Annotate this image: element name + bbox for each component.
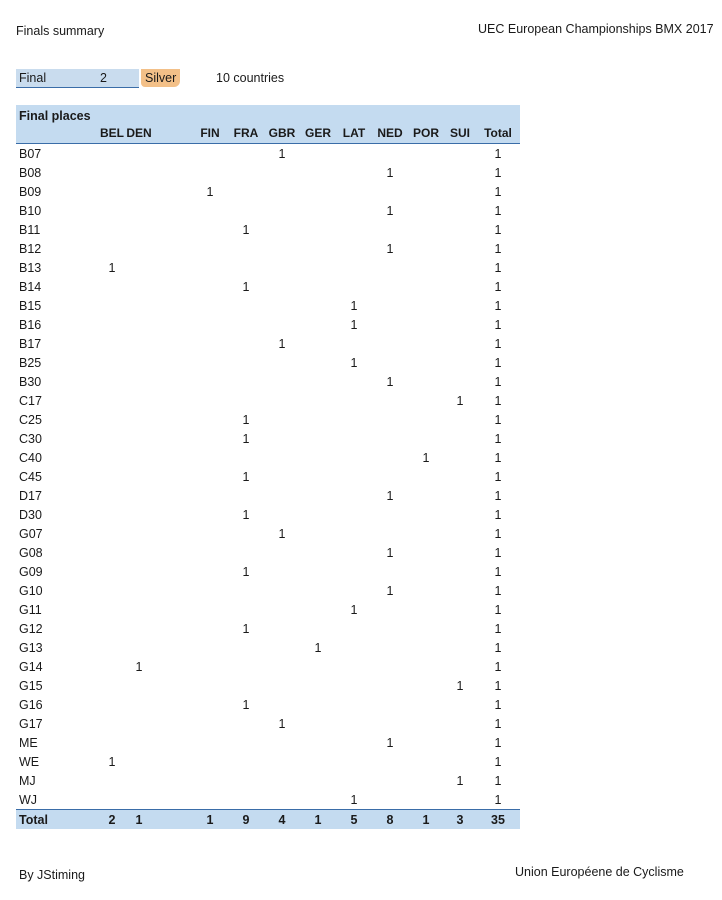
table-row bbox=[16, 163, 520, 182]
row-code: B25 bbox=[19, 356, 42, 370]
row-code: G09 bbox=[19, 565, 43, 579]
table-row bbox=[16, 410, 520, 429]
row-code: C17 bbox=[19, 394, 42, 408]
table-row bbox=[16, 581, 520, 600]
table-cell: 1 bbox=[386, 584, 394, 598]
column-headers bbox=[16, 126, 520, 142]
table-header bbox=[16, 105, 520, 144]
table-cell: 1 bbox=[494, 432, 502, 446]
footer-organisation: Union Européene de Cyclisme bbox=[515, 865, 684, 879]
table-cell: 1 bbox=[494, 774, 502, 788]
row-code: MJ bbox=[19, 774, 36, 788]
table-cell: 1 bbox=[494, 451, 502, 465]
table-row bbox=[16, 505, 520, 524]
table-cell: 1 bbox=[494, 242, 502, 256]
table-row bbox=[16, 790, 520, 809]
table-row bbox=[16, 429, 520, 448]
row-code: G16 bbox=[19, 698, 43, 712]
table-cell: 1 bbox=[494, 679, 502, 693]
row-code: B16 bbox=[19, 318, 42, 332]
row-code: B12 bbox=[19, 242, 42, 256]
row-code: WE bbox=[19, 755, 40, 769]
row-code: G17 bbox=[19, 717, 43, 731]
table-cell: 1 bbox=[494, 584, 502, 598]
column-header-lat: LAT bbox=[342, 126, 366, 140]
table-row bbox=[16, 277, 520, 296]
table-cell: 1 bbox=[494, 166, 502, 180]
row-code: B08 bbox=[19, 166, 42, 180]
table-cell: 1 bbox=[494, 527, 502, 541]
event-title: UEC European Championships BMX 2017 bbox=[478, 22, 714, 36]
column-header-fra: FRA bbox=[233, 126, 259, 140]
report-title: Finals summary bbox=[16, 24, 105, 38]
table-cell: 1 bbox=[494, 603, 502, 617]
table-cell: 1 bbox=[456, 679, 464, 693]
countries-count: 10 countries bbox=[216, 71, 285, 85]
column-header-total: Total bbox=[484, 126, 512, 140]
row-code: B14 bbox=[19, 280, 42, 294]
table-row bbox=[16, 239, 520, 258]
row-code: C40 bbox=[19, 451, 42, 465]
total-cell: 1 bbox=[206, 813, 214, 827]
table-cell: 1 bbox=[242, 565, 250, 579]
table-row bbox=[16, 619, 520, 638]
total-label: Total bbox=[19, 813, 48, 827]
table-row bbox=[16, 391, 520, 410]
table-row bbox=[16, 467, 520, 486]
table-cell: 1 bbox=[242, 622, 250, 636]
row-code: WJ bbox=[19, 793, 38, 807]
table-cell: 1 bbox=[350, 603, 358, 617]
total-cell: 1 bbox=[135, 813, 143, 827]
total-cell: 5 bbox=[350, 813, 358, 827]
table-row bbox=[16, 220, 520, 239]
table-cell: 1 bbox=[242, 223, 250, 237]
table-cell: 1 bbox=[386, 489, 394, 503]
total-row bbox=[16, 809, 520, 829]
table-row bbox=[16, 182, 520, 201]
table-row bbox=[16, 600, 520, 619]
table-cell: 1 bbox=[278, 527, 286, 541]
medal-filter[interactable]: Silver bbox=[141, 69, 180, 87]
row-code: G15 bbox=[19, 679, 43, 693]
row-code: D30 bbox=[19, 508, 42, 522]
table-cell: 1 bbox=[108, 261, 116, 275]
table-row bbox=[16, 372, 520, 391]
table-row bbox=[16, 144, 520, 163]
column-header-por: POR bbox=[412, 126, 439, 140]
table-cell: 1 bbox=[278, 717, 286, 731]
table-cell: 1 bbox=[350, 356, 358, 370]
row-code: B13 bbox=[19, 261, 42, 275]
total-cell: 1 bbox=[314, 813, 322, 827]
table-cell: 1 bbox=[494, 793, 502, 807]
table-cell: 1 bbox=[242, 432, 250, 446]
table-row bbox=[16, 296, 520, 315]
table-cell: 1 bbox=[494, 660, 502, 674]
row-code: G11 bbox=[19, 603, 42, 617]
table-cell: 1 bbox=[494, 223, 502, 237]
table-row bbox=[16, 638, 520, 657]
table-row bbox=[16, 714, 520, 733]
table-row bbox=[16, 752, 520, 771]
column-header-bel: BEL bbox=[100, 126, 124, 140]
table-cell: 1 bbox=[494, 185, 502, 199]
table-cell: 1 bbox=[494, 565, 502, 579]
row-code: G14 bbox=[19, 660, 43, 674]
total-cell: 9 bbox=[242, 813, 250, 827]
table-row bbox=[16, 334, 520, 353]
table-row bbox=[16, 315, 520, 334]
table-row bbox=[16, 258, 520, 277]
row-code: B17 bbox=[19, 337, 42, 351]
table-row bbox=[16, 695, 520, 714]
table-cell: 1 bbox=[278, 337, 286, 351]
table-cell: 1 bbox=[494, 394, 502, 408]
table-row bbox=[16, 771, 520, 790]
table-row bbox=[16, 733, 520, 752]
row-code: B30 bbox=[19, 375, 42, 389]
row-code: G08 bbox=[19, 546, 43, 560]
table-cell: 1 bbox=[494, 356, 502, 370]
table-cell: 1 bbox=[386, 204, 394, 218]
table-body bbox=[16, 144, 520, 809]
row-code: B11 bbox=[19, 223, 41, 237]
total-cell: 1 bbox=[422, 813, 430, 827]
table-cell: 1 bbox=[242, 413, 250, 427]
table-cell: 1 bbox=[456, 394, 464, 408]
table-cell: 1 bbox=[494, 736, 502, 750]
table-cell: 1 bbox=[494, 641, 502, 655]
row-code: B09 bbox=[19, 185, 42, 199]
row-code: G07 bbox=[19, 527, 43, 541]
column-header-gbr: GBR bbox=[268, 126, 296, 140]
total-cell: 3 bbox=[456, 813, 464, 827]
table-row bbox=[16, 448, 520, 467]
row-code: B10 bbox=[19, 204, 42, 218]
final-places-table bbox=[16, 105, 520, 829]
total-cell: 2 bbox=[108, 813, 116, 827]
table-cell: 1 bbox=[494, 717, 502, 731]
table-cell: 1 bbox=[494, 375, 502, 389]
table-cell: 1 bbox=[242, 508, 250, 522]
table-caption: Final places bbox=[19, 109, 91, 123]
table-cell: 1 bbox=[494, 508, 502, 522]
table-row bbox=[16, 201, 520, 220]
final-number: 2 bbox=[100, 71, 107, 85]
table-cell: 1 bbox=[242, 470, 250, 484]
table-cell: 1 bbox=[278, 147, 286, 161]
table-cell: 1 bbox=[494, 755, 502, 769]
table-cell: 1 bbox=[386, 166, 394, 180]
table-row bbox=[16, 486, 520, 505]
table-row bbox=[16, 524, 520, 543]
table-cell: 1 bbox=[386, 375, 394, 389]
column-header-fin: FIN bbox=[200, 126, 220, 140]
table-row bbox=[16, 353, 520, 372]
table-row bbox=[16, 676, 520, 695]
table-cell: 1 bbox=[494, 280, 502, 294]
table-cell: 1 bbox=[386, 546, 394, 560]
column-header-ned: NED bbox=[377, 126, 403, 140]
table-cell: 1 bbox=[456, 774, 464, 788]
row-code: C30 bbox=[19, 432, 42, 446]
table-cell: 1 bbox=[206, 185, 214, 199]
table-cell: 1 bbox=[494, 546, 502, 560]
table-cell: 1 bbox=[494, 337, 502, 351]
final-selector[interactable] bbox=[16, 69, 139, 88]
table-cell: 1 bbox=[494, 299, 502, 313]
table-cell: 1 bbox=[494, 261, 502, 275]
row-code: B07 bbox=[19, 147, 42, 161]
row-code: D17 bbox=[19, 489, 42, 503]
table-cell: 1 bbox=[386, 736, 394, 750]
table-cell: 1 bbox=[314, 641, 322, 655]
column-header-den: DEN bbox=[126, 126, 152, 140]
table-cell: 1 bbox=[494, 489, 502, 503]
footer-credit: By JStiming bbox=[19, 868, 85, 882]
row-code: C45 bbox=[19, 470, 42, 484]
final-label: Final bbox=[19, 71, 47, 85]
table-cell: 1 bbox=[350, 299, 358, 313]
table-cell: 1 bbox=[494, 204, 502, 218]
row-code: G10 bbox=[19, 584, 43, 598]
table-cell: 1 bbox=[135, 660, 143, 674]
table-cell: 1 bbox=[386, 242, 394, 256]
table-cell: 1 bbox=[494, 147, 502, 161]
column-header-ger: GER bbox=[304, 126, 331, 140]
row-code: C25 bbox=[19, 413, 42, 427]
table-row bbox=[16, 657, 520, 676]
table-cell: 1 bbox=[242, 280, 250, 294]
table-cell: 1 bbox=[494, 318, 502, 332]
total-cell: 4 bbox=[278, 813, 286, 827]
table-cell: 1 bbox=[108, 755, 116, 769]
table-cell: 1 bbox=[494, 413, 502, 427]
row-code: G13 bbox=[19, 641, 43, 655]
table-cell: 1 bbox=[494, 698, 502, 712]
total-cell: 35 bbox=[491, 813, 505, 827]
table-cell: 1 bbox=[422, 451, 430, 465]
total-cell: 8 bbox=[386, 813, 394, 827]
row-code: ME bbox=[19, 736, 38, 750]
table-cell: 1 bbox=[494, 470, 502, 484]
column-header-sui: SUI bbox=[449, 126, 470, 140]
table-row bbox=[16, 543, 520, 562]
table-row bbox=[16, 562, 520, 581]
table-cell: 1 bbox=[494, 622, 502, 636]
table-cell: 1 bbox=[350, 318, 358, 332]
row-code: B15 bbox=[19, 299, 42, 313]
table-cell: 1 bbox=[242, 698, 250, 712]
table-cell: 1 bbox=[350, 793, 358, 807]
row-code: G12 bbox=[19, 622, 43, 636]
